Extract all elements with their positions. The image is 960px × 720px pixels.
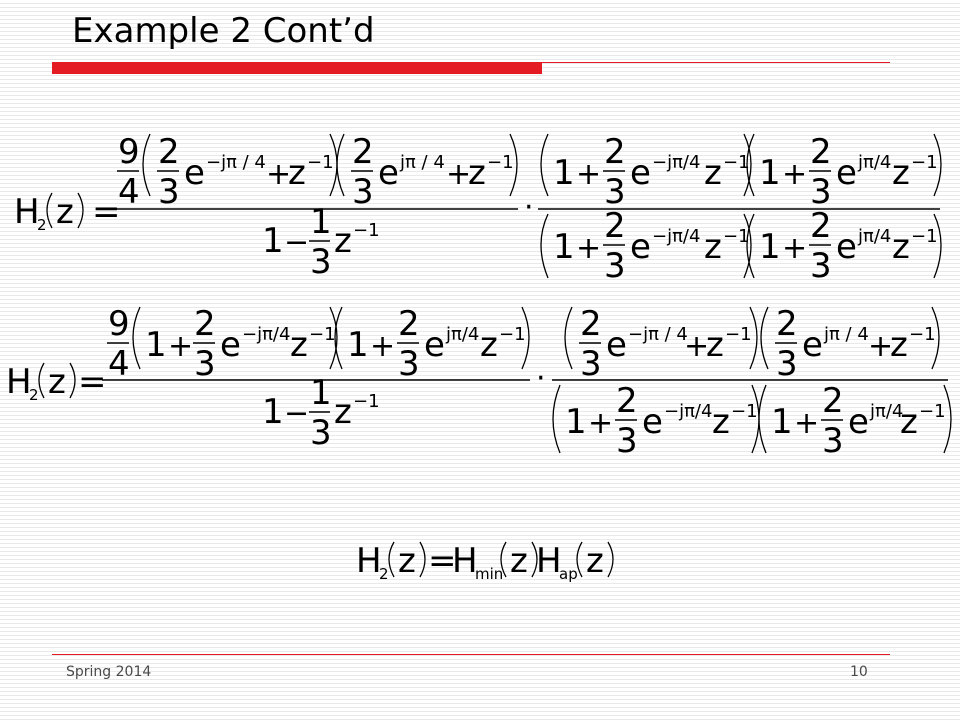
equation-3 bbox=[0, 532, 960, 592]
z: z bbox=[290, 325, 308, 365]
plus: + bbox=[168, 329, 194, 364]
term-1: 1 bbox=[553, 153, 575, 193]
z-exp: −1 bbox=[353, 391, 380, 412]
exp-e: e bbox=[378, 153, 399, 193]
z: z bbox=[892, 153, 910, 193]
z: z bbox=[892, 227, 910, 267]
den-1: 1 bbox=[262, 392, 284, 432]
num-2: 2 bbox=[580, 304, 602, 344]
z: z bbox=[900, 402, 918, 442]
z-exp: −1 bbox=[723, 226, 750, 247]
exponent: −jπ / 4 bbox=[628, 324, 688, 345]
lhs-h: H bbox=[6, 362, 32, 402]
paren bbox=[143, 134, 150, 196]
lhs-h: H bbox=[14, 192, 40, 232]
coef-num: 9 bbox=[118, 132, 140, 172]
exponent: jπ/4 bbox=[446, 324, 480, 345]
term-1: 1 bbox=[553, 227, 575, 267]
term-1: 1 bbox=[759, 153, 781, 193]
hap-h: H bbox=[536, 541, 562, 581]
num-2: 2 bbox=[398, 304, 420, 344]
num-2: 2 bbox=[604, 132, 626, 172]
hap-z: z bbox=[586, 541, 604, 581]
den-3: 3 bbox=[194, 344, 216, 384]
num-2: 2 bbox=[776, 304, 798, 344]
minus: − bbox=[284, 225, 310, 260]
exponent: −jπ/4 bbox=[652, 152, 701, 173]
dot-operator: · bbox=[524, 190, 534, 225]
lhs-paren-close bbox=[78, 193, 83, 228]
exp-e: e bbox=[802, 325, 823, 365]
term-1: 1 bbox=[759, 227, 781, 267]
plus: + bbox=[794, 406, 820, 441]
plus: + bbox=[588, 406, 614, 441]
lhs-h: H bbox=[356, 541, 382, 581]
exp-e: e bbox=[424, 325, 445, 365]
hap-sub: ap bbox=[559, 565, 578, 583]
lhs-paren-open bbox=[47, 193, 52, 228]
den-3: 3 bbox=[810, 246, 832, 286]
exp-e: e bbox=[630, 227, 651, 267]
exponent: jπ/4 bbox=[870, 401, 904, 422]
z: z bbox=[480, 325, 498, 365]
coef-den: 4 bbox=[108, 344, 130, 384]
term-1: 1 bbox=[565, 402, 587, 442]
plus: + bbox=[782, 157, 808, 192]
den-3: 3 bbox=[310, 242, 332, 282]
paren bbox=[337, 134, 344, 196]
paren bbox=[335, 307, 342, 369]
den-3: 3 bbox=[822, 421, 844, 461]
z: z bbox=[288, 153, 306, 193]
z-exp: −1 bbox=[353, 220, 380, 241]
plus: + bbox=[576, 231, 602, 266]
minus: − bbox=[284, 396, 310, 431]
paren bbox=[541, 134, 548, 196]
paren bbox=[133, 307, 140, 369]
paren bbox=[565, 307, 572, 369]
z-exp: −1 bbox=[499, 324, 526, 345]
den-3: 3 bbox=[616, 421, 638, 461]
z-exp: −1 bbox=[919, 401, 946, 422]
num-2: 2 bbox=[194, 304, 216, 344]
page-number: 10 bbox=[850, 664, 868, 680]
den-3: 3 bbox=[310, 413, 332, 453]
exp-e: e bbox=[848, 402, 869, 442]
paren bbox=[541, 214, 548, 278]
z-exp: −1 bbox=[723, 152, 750, 173]
paren bbox=[420, 542, 425, 577]
z: z bbox=[334, 221, 352, 261]
coef-den: 4 bbox=[118, 172, 140, 212]
paren bbox=[761, 307, 768, 369]
plus: + bbox=[370, 329, 396, 364]
z: z bbox=[334, 392, 352, 432]
term-1: 1 bbox=[771, 402, 793, 442]
lhs-z: z bbox=[48, 362, 66, 402]
exponent: −jπ/4 bbox=[652, 226, 701, 247]
plus: + bbox=[868, 329, 894, 364]
num-2: 2 bbox=[352, 132, 374, 172]
exp-e: e bbox=[630, 153, 651, 193]
den-3: 3 bbox=[810, 172, 832, 212]
lhs-sub: 2 bbox=[379, 565, 389, 583]
den-3: 3 bbox=[604, 172, 626, 212]
equals-sign: = bbox=[78, 362, 107, 402]
paren bbox=[553, 385, 560, 453]
z: z bbox=[890, 325, 908, 365]
exp-e: e bbox=[606, 325, 627, 365]
equation-1 bbox=[0, 120, 960, 290]
z: z bbox=[468, 153, 486, 193]
lhs-z: z bbox=[398, 541, 416, 581]
z-exp: −1 bbox=[909, 324, 936, 345]
equation-2 bbox=[0, 295, 960, 465]
title-underline bbox=[542, 62, 890, 63]
den-3: 3 bbox=[158, 172, 180, 212]
slide-title: Example 2 Cont’d bbox=[72, 11, 375, 51]
footer-date: Spring 2014 bbox=[66, 664, 152, 680]
num-2: 2 bbox=[158, 132, 180, 172]
num-2: 2 bbox=[810, 132, 832, 172]
hmin-sub: min bbox=[475, 565, 504, 583]
title-accent-bar bbox=[52, 62, 542, 74]
plus: + bbox=[782, 231, 808, 266]
z-exp: −1 bbox=[725, 324, 752, 345]
z: z bbox=[712, 402, 730, 442]
exp-e: e bbox=[642, 402, 663, 442]
num-2: 2 bbox=[604, 206, 626, 246]
den-3: 3 bbox=[776, 344, 798, 384]
den-3: 3 bbox=[604, 246, 626, 286]
z: z bbox=[706, 325, 724, 365]
footer-rule bbox=[52, 654, 890, 655]
lhs-z: z bbox=[56, 192, 74, 232]
exponent: jπ/4 bbox=[858, 226, 892, 247]
z-exp: −1 bbox=[731, 401, 758, 422]
num-2: 2 bbox=[810, 206, 832, 246]
den-3: 3 bbox=[352, 172, 374, 212]
exp-e: e bbox=[184, 153, 205, 193]
hmin-h: H bbox=[452, 541, 478, 581]
exponent: jπ / 4 bbox=[824, 324, 869, 345]
term-1: 1 bbox=[145, 325, 167, 365]
z-exp: −1 bbox=[911, 152, 938, 173]
lhs-sub: 2 bbox=[29, 386, 39, 404]
plus: + bbox=[684, 329, 710, 364]
dot-operator: · bbox=[536, 361, 546, 396]
hmin-z: z bbox=[510, 541, 528, 581]
lhs-paren-close bbox=[70, 363, 75, 398]
plus: + bbox=[446, 157, 472, 192]
den-3: 3 bbox=[580, 344, 602, 384]
exponent: −jπ/4 bbox=[664, 401, 713, 422]
term-1: 1 bbox=[347, 325, 369, 365]
plus: + bbox=[576, 157, 602, 192]
plus: + bbox=[266, 157, 292, 192]
paren bbox=[389, 542, 394, 577]
equals-sign: = bbox=[428, 541, 457, 581]
paren bbox=[608, 542, 613, 577]
exponent: jπ/4 bbox=[858, 152, 892, 173]
num-1: 1 bbox=[310, 202, 332, 242]
paren bbox=[577, 542, 582, 577]
den-1: 1 bbox=[262, 221, 284, 261]
exponent: jπ / 4 bbox=[400, 152, 445, 173]
coef-num: 9 bbox=[108, 304, 130, 344]
z-exp: −1 bbox=[911, 226, 938, 247]
lhs-paren-open bbox=[39, 363, 44, 398]
z-exp: −1 bbox=[309, 324, 336, 345]
z-exp: −1 bbox=[307, 152, 334, 173]
z-exp: −1 bbox=[487, 152, 514, 173]
equals-sign: = bbox=[92, 192, 121, 232]
den-3: 3 bbox=[398, 344, 420, 384]
num-1: 1 bbox=[310, 373, 332, 413]
lhs-sub: 2 bbox=[37, 216, 47, 234]
num-2: 2 bbox=[822, 381, 844, 421]
z: z bbox=[704, 153, 722, 193]
exp-e: e bbox=[836, 227, 857, 267]
exponent: −jπ/4 bbox=[242, 324, 291, 345]
z: z bbox=[704, 227, 722, 267]
exp-e: e bbox=[836, 153, 857, 193]
paren bbox=[759, 385, 766, 453]
num-2: 2 bbox=[616, 381, 638, 421]
exponent: −jπ / 4 bbox=[206, 152, 266, 173]
exp-e: e bbox=[220, 325, 241, 365]
